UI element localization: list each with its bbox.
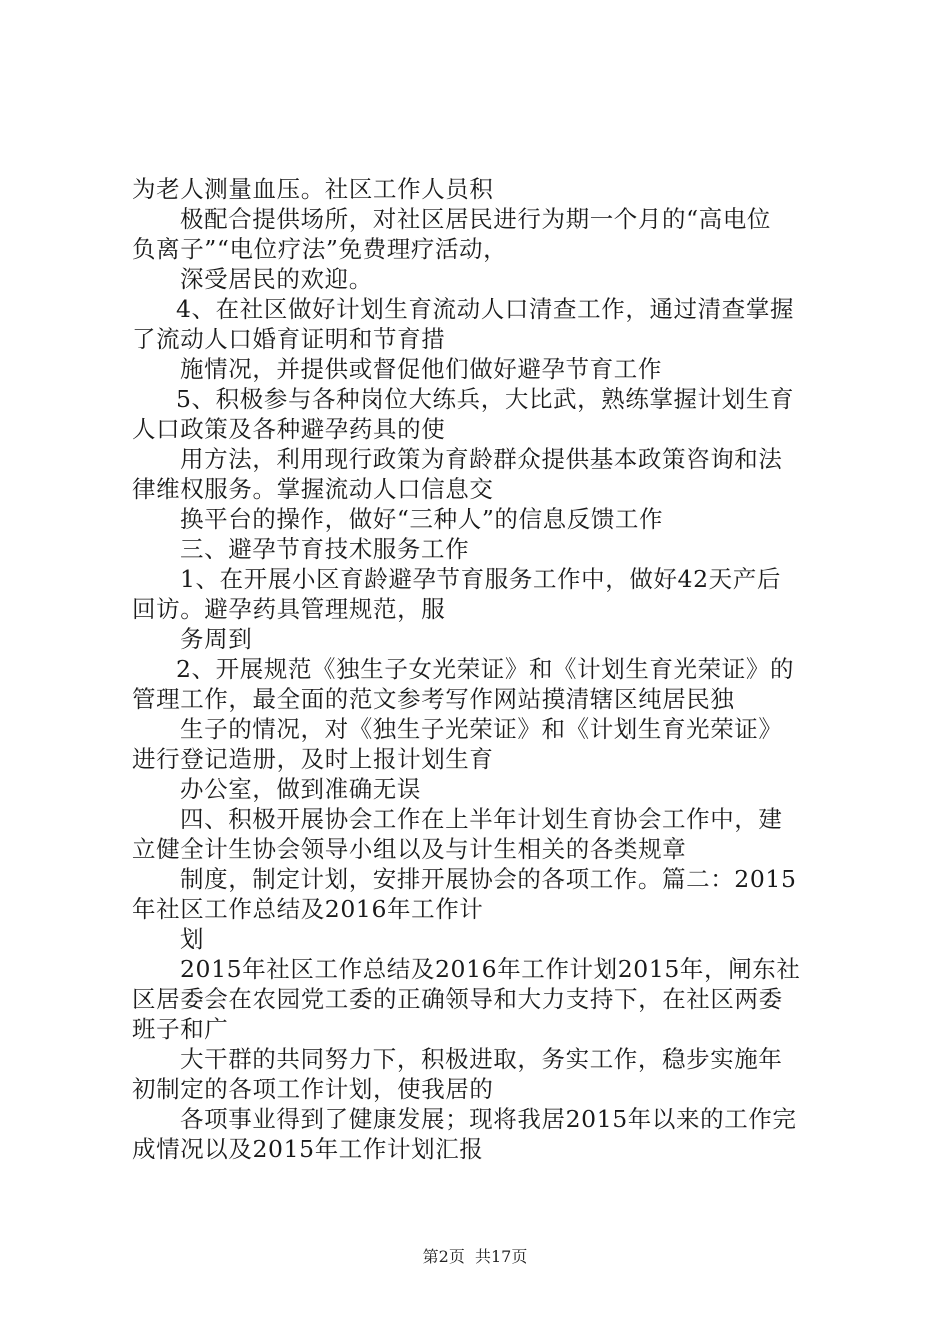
text-line: 了流动人口婚育证明和节育措 — [132, 325, 446, 353]
text-line: 深受居民的欢迎。 — [180, 265, 373, 293]
text-line: 生子的情况，对《独生子光荣证》和《计划生育光荣证》 — [180, 715, 783, 743]
text-line: 2、开展规范《独生子女光荣证》和《计划生育光荣证》的 — [176, 655, 795, 683]
text-line: 务周到 — [180, 625, 253, 653]
text-line: 4、在社区做好计划生育流动人口清查工作，通过清查掌握 — [176, 295, 795, 323]
text-line: 进行登记造册，及时上报计划生育 — [132, 745, 494, 773]
text-line: 办公室，做到准确无误 — [180, 775, 421, 803]
text-line: 用方法，利用现行政策为育龄群众提供基本政策咨询和法 — [180, 445, 783, 473]
text-line: 5、积极参与各种岗位大练兵，大比武，熟练掌握计划生育 — [176, 385, 795, 413]
text-line: 为老人测量血压。社区工作人员积 — [132, 175, 494, 203]
text-line: 立健全计生协会领导小组以及与计生相关的各类规章 — [132, 835, 687, 863]
text-line: 律维权服务。掌握流动人口信息交 — [132, 475, 494, 503]
text-line: 换平台的操作，做好“三种人”的信息反馈工作 — [180, 505, 664, 533]
text-line: 大干群的共同努力下，积极进取，务实工作，稳步实施年 — [180, 1045, 783, 1073]
text-line: 班子和广 — [132, 1015, 229, 1043]
text-line: 各项事业得到了健康发展；现将我居2015年以来的工作完 — [180, 1105, 797, 1133]
text-line: 管理工作，最全面的范文参考写作网站摸清辖区纯居民独 — [132, 685, 735, 713]
text-line: 成情况以及2015年工作计划汇报 — [132, 1135, 484, 1163]
text-line: 极配合提供场所，对社区居民进行为期一个月的“高电位 — [180, 205, 772, 233]
text-line: 回访。避孕药具管理规范，服 — [132, 595, 446, 623]
document-body — [132, 174, 832, 1164]
text-line: 制度，制定计划，安排开展协会的各项工作。篇二：2015 — [180, 865, 797, 893]
text-line: 人口政策及各种避孕药具的使 — [132, 415, 446, 443]
text-line: 2015年社区工作总结及2016年工作计划2015年，闸东社 — [180, 955, 801, 983]
text-line: 1、在开展小区育龄避孕节育服务工作中，做好42天产后 — [180, 565, 781, 593]
section-heading: 四、积极开展协会工作在上半年计划生育协会工作中，建 — [180, 805, 783, 833]
text-line: 划 — [180, 925, 205, 953]
text-line: 负离子”“电位疗法”免费理疗活动， — [132, 235, 508, 263]
section-heading: 三、避孕节育技术服务工作 — [180, 535, 470, 563]
text-line: 初制定的各项工作计划，使我居的 — [132, 1075, 494, 1103]
text-line: 区居委会在农园党工委的正确领导和大力支持下，在社区两委 — [132, 985, 783, 1013]
text-line: 施情况，并提供或督促他们做好避孕节育工作 — [180, 355, 662, 383]
page-footer: 第2页 共17页 — [422, 1247, 528, 1266]
text-line: 年社区工作总结及2016年工作计 — [132, 895, 484, 923]
